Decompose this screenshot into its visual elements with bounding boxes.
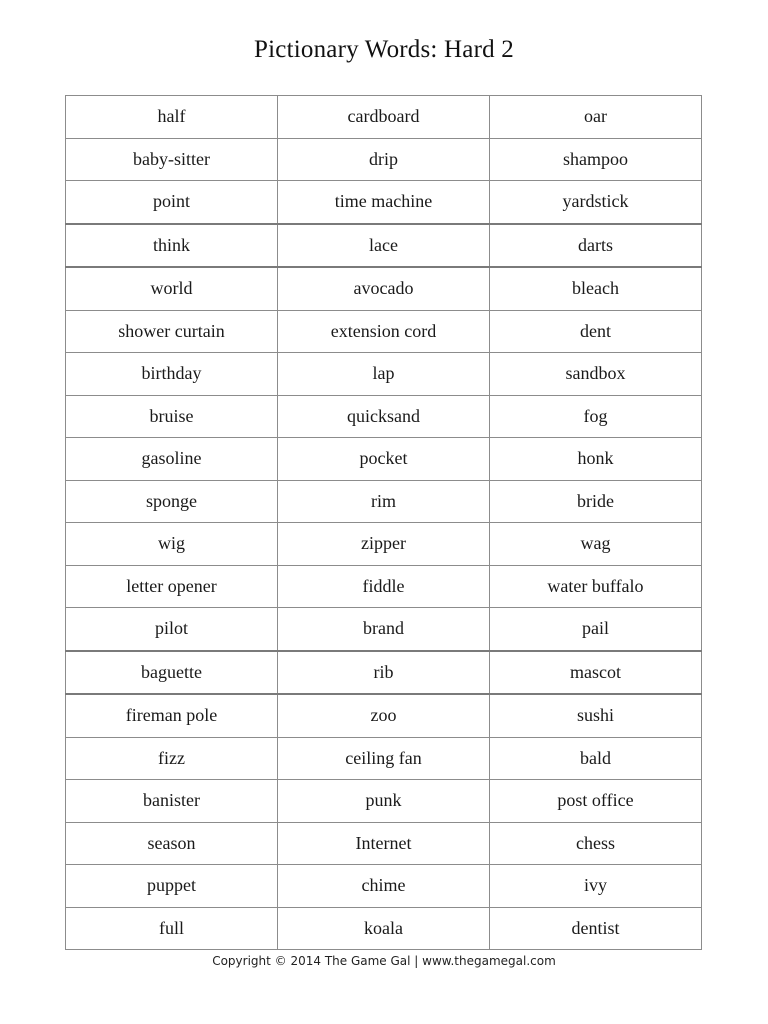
word-cell: wig	[66, 523, 278, 566]
word-cell: point	[66, 181, 278, 224]
word-cell: Internet	[278, 822, 490, 865]
table-row	[66, 694, 702, 737]
page-title: Pictionary Words: Hard 2	[254, 36, 514, 63]
word-cell: pail	[490, 608, 702, 651]
table-row	[66, 353, 702, 396]
word-cell: gasoline	[66, 438, 278, 481]
word-cell: pocket	[278, 438, 490, 481]
table-row	[66, 267, 702, 310]
word-cell: lace	[278, 224, 490, 268]
word-cell: shower curtain	[66, 310, 278, 353]
word-cell: half	[66, 96, 278, 139]
word-cell: sandbox	[490, 353, 702, 396]
word-cell: chime	[278, 865, 490, 908]
table-row	[66, 480, 702, 523]
word-cell: season	[66, 822, 278, 865]
table-row	[66, 523, 702, 566]
table-row	[66, 907, 702, 950]
word-cell: zipper	[278, 523, 490, 566]
word-cell: fizz	[66, 737, 278, 780]
word-cell: bruise	[66, 395, 278, 438]
word-cell: baby-sitter	[66, 138, 278, 181]
word-cell: sushi	[490, 694, 702, 737]
table-row	[66, 608, 702, 651]
copyright-footer: Copyright © 2014 The Game Gal | www.thegamegal.com	[212, 954, 556, 968]
table-row	[66, 822, 702, 865]
word-cell: dentist	[490, 907, 702, 950]
word-cell: banister	[66, 780, 278, 823]
word-cell: dent	[490, 310, 702, 353]
word-cell: pilot	[66, 608, 278, 651]
word-cell: water buffalo	[490, 565, 702, 608]
word-cell: wag	[490, 523, 702, 566]
word-cell: quicksand	[278, 395, 490, 438]
word-cell: time machine	[278, 181, 490, 224]
word-cell: rim	[278, 480, 490, 523]
table-row	[66, 96, 702, 139]
word-cell: mascot	[490, 651, 702, 695]
word-cell: avocado	[278, 267, 490, 310]
word-table-body	[66, 96, 702, 950]
word-cell: brand	[278, 608, 490, 651]
word-cell: sponge	[66, 480, 278, 523]
table-row	[66, 865, 702, 908]
word-cell: shampoo	[490, 138, 702, 181]
table-row	[66, 565, 702, 608]
table-row	[66, 737, 702, 780]
word-cell: honk	[490, 438, 702, 481]
word-cell: fiddle	[278, 565, 490, 608]
word-cell: chess	[490, 822, 702, 865]
word-cell: oar	[490, 96, 702, 139]
word-cell: post office	[490, 780, 702, 823]
word-cell: full	[66, 907, 278, 950]
word-cell: fireman pole	[66, 694, 278, 737]
word-cell: birthday	[66, 353, 278, 396]
word-cell: punk	[278, 780, 490, 823]
word-table	[65, 95, 702, 950]
table-row	[66, 438, 702, 481]
word-cell: bleach	[490, 267, 702, 310]
word-cell: ivy	[490, 865, 702, 908]
word-cell: rib	[278, 651, 490, 695]
table-row	[66, 181, 702, 224]
word-cell: bald	[490, 737, 702, 780]
word-cell: think	[66, 224, 278, 268]
word-cell: puppet	[66, 865, 278, 908]
word-cell: cardboard	[278, 96, 490, 139]
word-cell: drip	[278, 138, 490, 181]
word-cell: ceiling fan	[278, 737, 490, 780]
word-cell: extension cord	[278, 310, 490, 353]
word-cell: fog	[490, 395, 702, 438]
table-row	[66, 395, 702, 438]
word-cell: yardstick	[490, 181, 702, 224]
word-cell: world	[66, 267, 278, 310]
table-row	[66, 780, 702, 823]
word-cell: baguette	[66, 651, 278, 695]
word-cell: lap	[278, 353, 490, 396]
table-row	[66, 224, 702, 268]
word-cell: bride	[490, 480, 702, 523]
word-cell: darts	[490, 224, 702, 268]
word-cell: letter opener	[66, 565, 278, 608]
word-cell: zoo	[278, 694, 490, 737]
table-row	[66, 310, 702, 353]
table-row	[66, 651, 702, 695]
word-cell: koala	[278, 907, 490, 950]
table-row	[66, 138, 702, 181]
